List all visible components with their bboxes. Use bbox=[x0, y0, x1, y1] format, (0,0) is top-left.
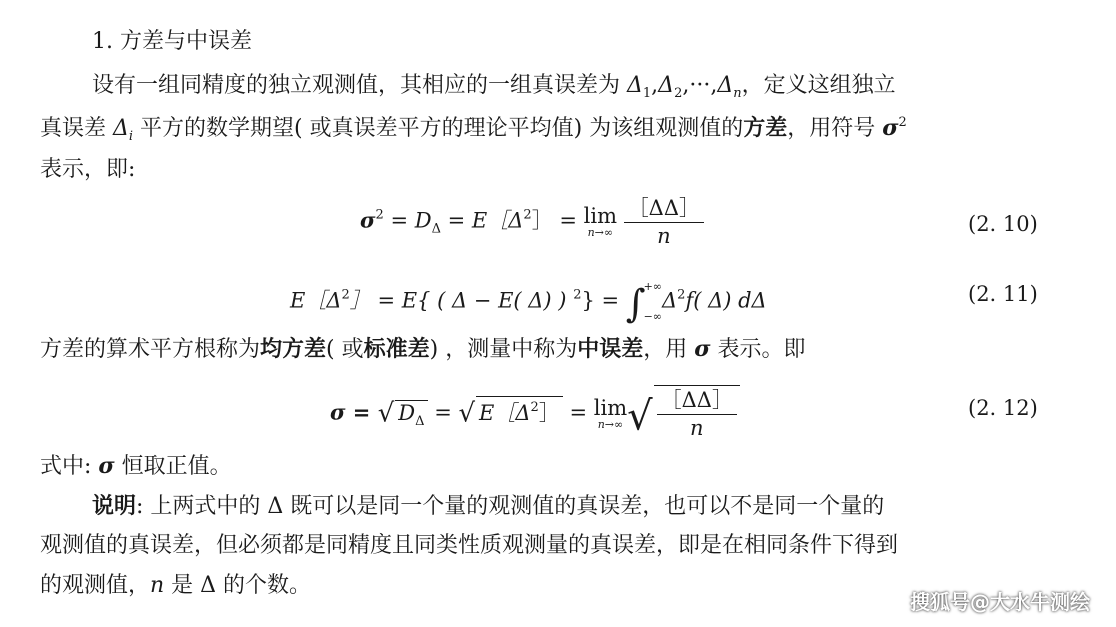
equation-2-12: σ = √ $D_\Delta$ = √ $E[\Delta^2]$ = lim n→∞ √ $\frac{[\Delta\Delta]}{n}$ bbox=[330, 385, 740, 441]
note-line3: 的观测值，n 是 Δ 的个数。 bbox=[40, 573, 312, 598]
paragraph1-line2: 真误差 $\Delta_i$ 平方的数学期望( 或真误差平方的理论平均值) 为该组观测值的方差，用符号 $\sigma^2$ bbox=[40, 115, 907, 144]
fraction: $\frac{[\Delta\Delta]}{n}$ bbox=[657, 387, 737, 441]
note-label: 说明 bbox=[92, 493, 137, 519]
equation-2-10: $\sigma^2 = D_\Delta$ = $E[\Delta^2]$ = lim n→∞ $\frac{[\Delta\Delta]}{n}$ bbox=[360, 195, 704, 249]
term-std: 标准差 bbox=[363, 336, 430, 362]
limit-operator: lim n→∞ bbox=[583, 204, 617, 239]
equation-number-2-10: (2. 10) bbox=[968, 212, 1038, 236]
equation-2-11: $E[\Delta^2] = E${ ( Δ − E( Δ) ) $^2$} = ∫ +∞ −∞ $\Delta^2f$( Δ) dΔ bbox=[290, 280, 767, 326]
term-rms: 均方差 bbox=[260, 336, 327, 362]
term-variance: 方差 bbox=[743, 115, 788, 141]
watermark: 搜狐号@大水牛测绘 bbox=[910, 590, 1090, 614]
equation-number-2-12: (2. 12) bbox=[968, 396, 1038, 420]
paragraph2: 方差的算术平方根称为均方差( 或标准差) ，测量中称为中误差，用 σ 表示。即 bbox=[40, 336, 806, 362]
paragraph1-line1: 设有一组同精度的独立观测值，其相应的一组真误差为 $\Delta_1,\Delta_2,\cdot\cdot\cdot,\Delta_n$，定义这组独立 bbox=[92, 73, 896, 101]
fraction: $\frac{[\Delta\Delta]}{n}$ bbox=[624, 195, 704, 249]
term-mean-square-error: 中误差 bbox=[577, 336, 644, 362]
equation-number-2-11: (2. 11) bbox=[968, 282, 1038, 306]
section-heading: 1. 方差与中误差 bbox=[92, 29, 252, 54]
integral-sign: ∫ bbox=[625, 281, 646, 326]
paragraph1-line3: 表示，即: bbox=[40, 157, 136, 182]
limit-operator: lim n→∞ bbox=[593, 396, 628, 431]
note-line2: 观测值的真误差，但必须都是同精度且同类性质观测量的真误差，即是在相同条件下得到 bbox=[40, 533, 899, 558]
note-line1: 说明: 上两式中的 Δ 既可以是同一个量的观测值的真误差，也可以不是同一个量的 bbox=[92, 493, 885, 519]
paragraph3: 式中: σ 恒取正值。 bbox=[40, 453, 232, 479]
